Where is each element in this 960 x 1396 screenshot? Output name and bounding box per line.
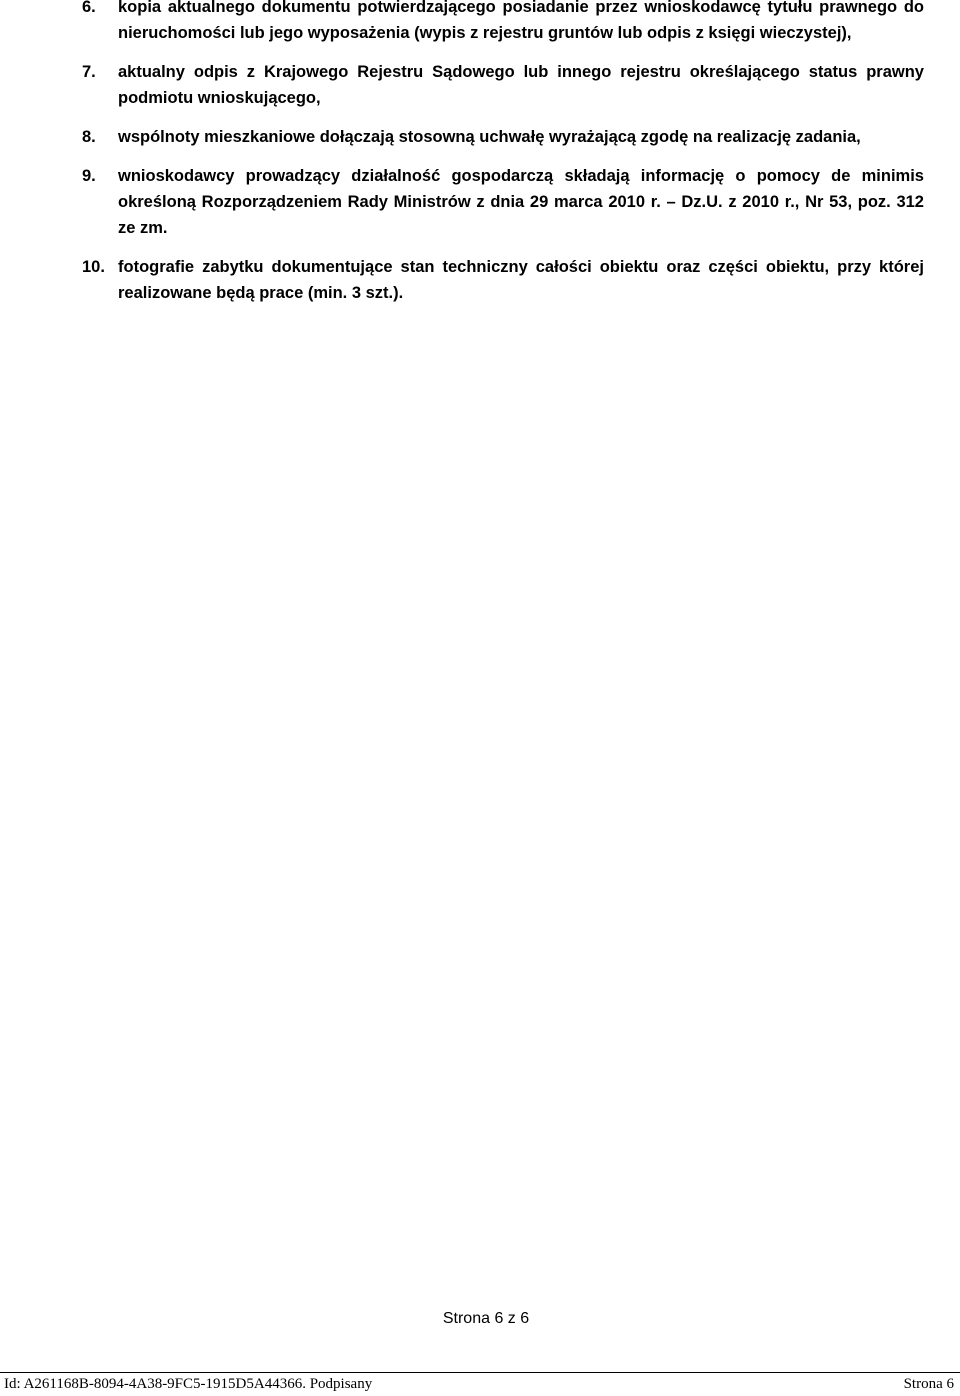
page-counter: Strona 6 z 6	[442, 1310, 530, 1327]
list-item-text: fotografie zabytku dokumentujące stan techniczny całości obiektu oraz części obiektu, przy której realizowane będą prace (min. 3 szt.).	[118, 258, 924, 302]
list-item-number: 8.	[82, 128, 96, 146]
list-item	[82, 254, 924, 306]
document-list	[82, 0, 924, 319]
list-item-number: 10.	[82, 258, 105, 276]
footer-page-number: Strona 6	[903, 1376, 954, 1392]
footer-divider	[0, 1372, 960, 1373]
list-item-text: wspólnoty mieszkaniowe dołączają stosowną uchwałę wyrażającą zgodę na realizację zadania,	[118, 128, 861, 146]
list-item	[82, 124, 924, 150]
list-item	[82, 0, 924, 46]
list-item-text: aktualny odpis z Krajowego Rejestru Sądowego lub innego rejestru określającego status prawny podmiotu wnioskującego,	[118, 63, 924, 107]
list-item-number: 9.	[82, 167, 96, 185]
footer-document-id: Id: A261168B-8094-4A38-9FC5-1915D5A44366. Podpisany	[4, 1376, 373, 1392]
list-item-text: kopia aktualnego dokumentu potwierdzającego posiadanie przez wnioskodawcę tytułu prawnego do nieruchomości lub jego wyposażenia (wypis z rejestru gruntów lub odpis z księgi wieczystej),	[118, 0, 924, 42]
list-item	[82, 163, 924, 241]
list-item-number: 7.	[82, 63, 96, 81]
list-item	[82, 59, 924, 111]
list-item-text: wnioskodawcy prowadzący działalność gospodarczą składają informację o pomocy de minimis określoną Rozporządzeniem Rady Ministrów z dnia 29 marca 2010 r. – Dz.U. z 2010 r., Nr 53, poz. 312 ze zm.	[118, 167, 924, 237]
list-item-number: 6.	[82, 0, 96, 16]
